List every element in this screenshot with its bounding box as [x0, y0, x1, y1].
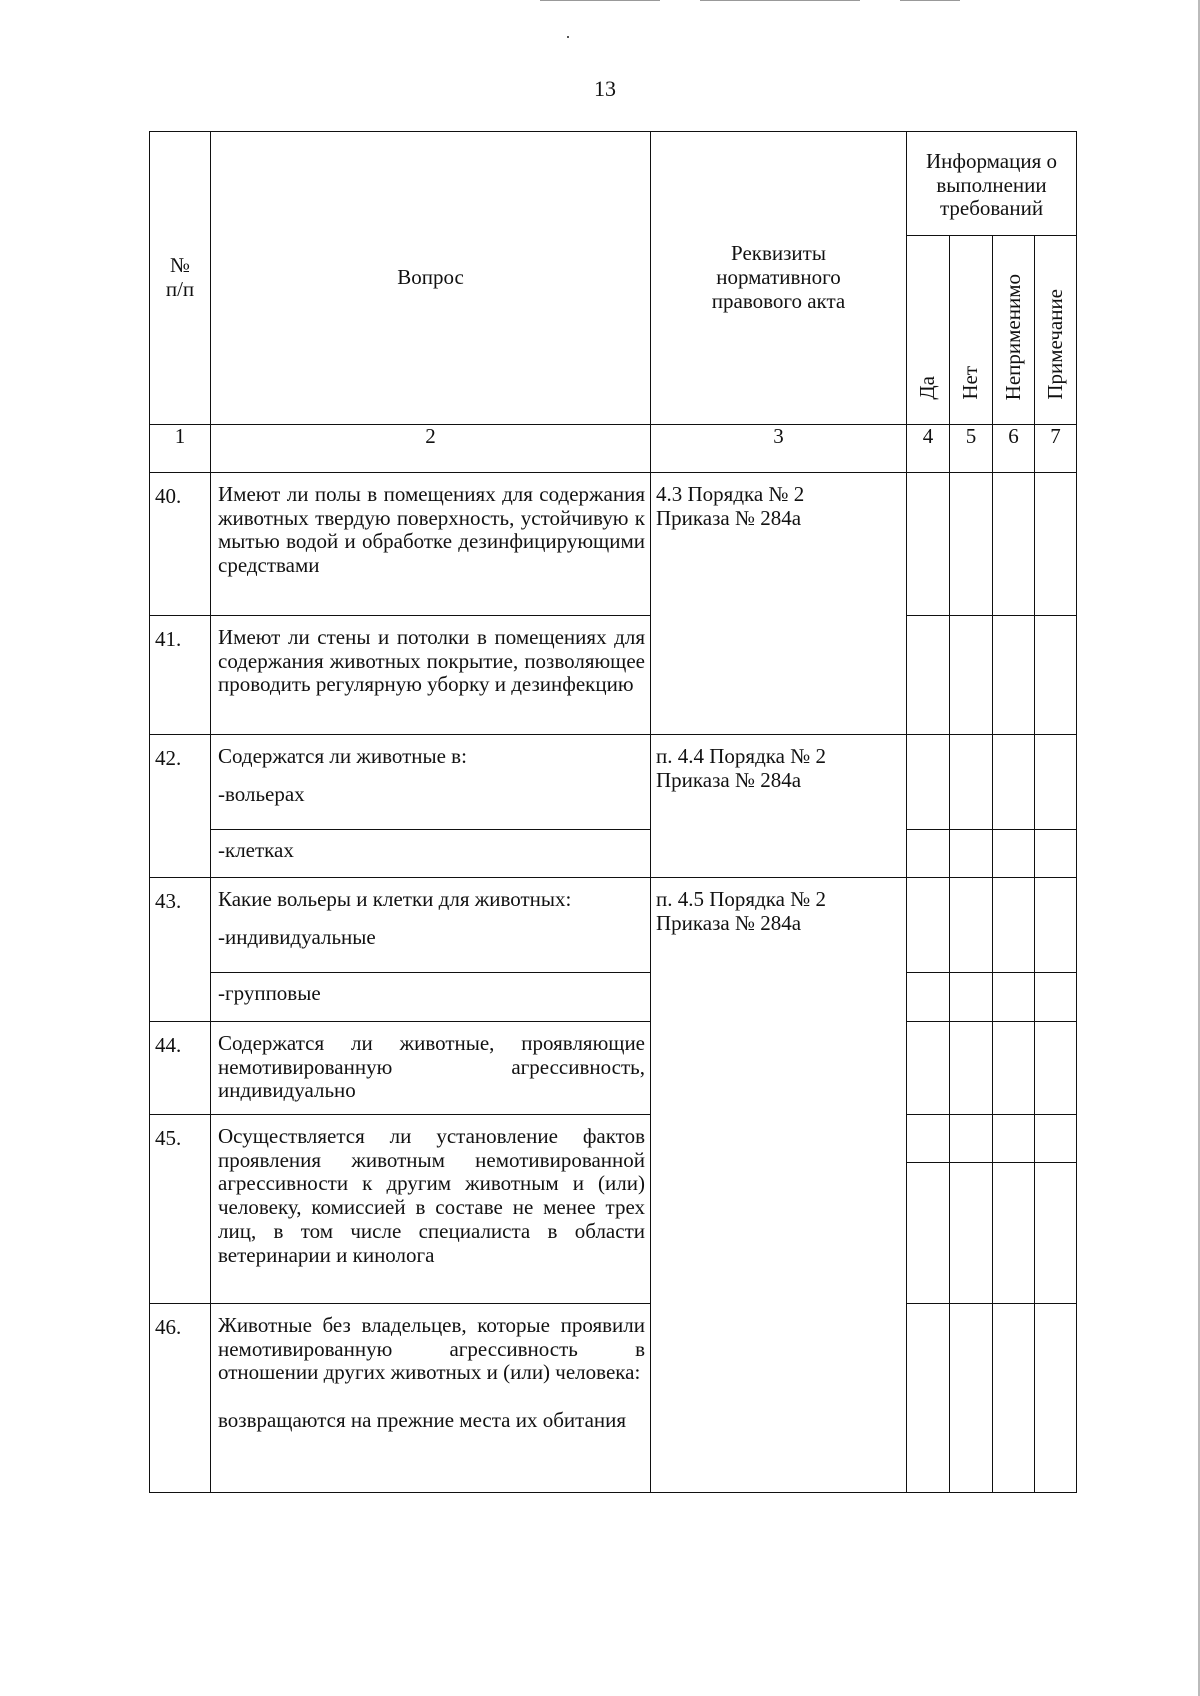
question-text: Имеют ли полы в помещениях для содержания животных твердую поверхность, устойчивую к мытью водой и обработке дезинфицирующими средствами [211, 473, 651, 616]
legal-act-text: 4.3 Порядка № 2 Приказа № 284а [656, 482, 805, 530]
answer-no-cell[interactable] [950, 1022, 993, 1115]
answer-na-cell[interactable] [993, 735, 1035, 830]
header-note [1035, 236, 1077, 425]
answer-yes-cell[interactable] [907, 973, 950, 1022]
answer-na-cell[interactable] [993, 1022, 1035, 1115]
answer-note-cell[interactable] [1035, 830, 1077, 878]
header-no-text: Нет [958, 366, 983, 400]
answer-no-cell[interactable] [950, 830, 993, 878]
answer-no-cell[interactable] [950, 1115, 993, 1163]
scan-artifact [540, 0, 660, 1]
table-row [150, 1304, 1077, 1493]
answer-yes-cell[interactable] [907, 878, 950, 973]
answer-note-cell[interactable] [1035, 735, 1077, 830]
question-text: Какие вольеры и клетки для животных: [218, 887, 572, 911]
table-row [150, 1115, 1077, 1163]
question-option: -индивидуальные [218, 924, 376, 949]
answer-no-cell[interactable] [950, 1163, 993, 1304]
page-number: 13 [594, 76, 616, 101]
answer-yes-cell[interactable] [907, 616, 950, 735]
row-number: 46. [150, 1304, 211, 1493]
header-na [993, 236, 1035, 425]
header-num [150, 132, 211, 425]
column-number-row [150, 425, 1077, 473]
answer-na-cell[interactable] [993, 1115, 1035, 1163]
table-row [150, 616, 1077, 735]
answer-yes-cell[interactable] [907, 735, 950, 830]
header-info-text: Информация о выполнении требований [925, 148, 1058, 221]
answer-yes-cell[interactable] [907, 1163, 950, 1304]
answer-yes-cell[interactable] [907, 1022, 950, 1115]
header-yes-text: Да [915, 376, 940, 400]
answer-note-cell[interactable] [1035, 1022, 1077, 1115]
answer-na-cell[interactable] [993, 1163, 1035, 1304]
answer-note-cell[interactable] [1035, 616, 1077, 735]
col-number: 6 [993, 425, 1035, 473]
scan-artifact [700, 0, 860, 1]
header-question [211, 132, 651, 425]
table-row [150, 830, 1077, 878]
col-number: 1 [150, 425, 211, 473]
answer-no-cell[interactable] [950, 735, 993, 830]
legal-act [651, 878, 907, 1493]
table-row [150, 878, 1077, 973]
legal-act [651, 473, 907, 735]
header-question-text: Вопрос [397, 265, 464, 290]
row-number: 42. [150, 735, 211, 878]
answer-note-cell[interactable] [1035, 878, 1077, 973]
table-row [150, 973, 1077, 1022]
answer-no-cell[interactable] [950, 973, 993, 1022]
table-row [150, 473, 1077, 616]
answer-no-cell[interactable] [950, 616, 993, 735]
header-info [907, 132, 1077, 236]
answer-no-cell[interactable] [950, 878, 993, 973]
col-number: 7 [1035, 425, 1077, 473]
question-text: Содержатся ли животные в: [218, 744, 467, 768]
header-na-text: Неприменимо [1000, 273, 1025, 400]
answer-no-cell[interactable] [950, 1304, 993, 1493]
answer-na-cell[interactable] [993, 1304, 1035, 1493]
checklist-table [149, 131, 1077, 1493]
row-number: 40. [150, 473, 211, 616]
answer-na-cell[interactable] [993, 973, 1035, 1022]
row-number: 43. [150, 878, 211, 1022]
table-row [150, 735, 1077, 830]
answer-yes-cell[interactable] [907, 830, 950, 878]
question-cell [211, 1304, 651, 1493]
answer-yes-cell[interactable] [907, 1304, 950, 1493]
question-option: -вольерах [218, 781, 305, 806]
question-option: -групповые [211, 973, 651, 1022]
header-act-text: Реквизиты нормативного правового акта [711, 241, 846, 313]
col-number: 5 [950, 425, 993, 473]
col-number: 3 [651, 425, 907, 473]
header-no [950, 236, 993, 425]
answer-note-cell[interactable] [1035, 473, 1077, 616]
legal-act [651, 735, 907, 878]
answer-na-cell[interactable] [993, 878, 1035, 973]
answer-na-cell[interactable] [993, 830, 1035, 878]
header-yes [907, 236, 950, 425]
question-text: Осуществляется ли установление фактов проявления животным немотивированной агрессивности к другим животным и (или) человеку, комиссией в составе не менее трех лиц, в том числе специалиста в области ветеринарии и кинолога [211, 1115, 651, 1304]
header-note-text: Примечание [1042, 289, 1067, 400]
row-number: 45. [150, 1115, 211, 1304]
question-text: Содержатся ли животные, проявляющие немотивированную агрессивность, индивидуально [211, 1022, 651, 1115]
question-text: Имеют ли стены и потолки в помещениях для содержания животных покрытие, позволяющее проводить регулярную уборку и дезинфекцию [211, 616, 651, 735]
table-row [150, 1022, 1077, 1115]
row-number: 41. [150, 616, 211, 735]
answer-na-cell[interactable] [993, 616, 1035, 735]
legal-act-text: п. 4.5 Порядка № 2 Приказа № 284а [656, 887, 826, 935]
question-cell [211, 735, 651, 830]
scan-speck [567, 36, 569, 38]
answer-no-cell[interactable] [950, 473, 993, 616]
answer-note-cell[interactable] [1035, 1163, 1077, 1304]
answer-yes-cell[interactable] [907, 1115, 950, 1163]
question-text: Животные без владельцев, которые проявили немотивированную агрессивность в отношении других животных и (или) человека: [218, 1313, 645, 1385]
row-number: 44. [150, 1022, 211, 1115]
scan-artifact [900, 0, 960, 1]
answer-note-cell[interactable] [1035, 1115, 1077, 1163]
header-act [651, 132, 907, 425]
legal-act-text: п. 4.4 Порядка № 2 Приказа № 284а [656, 744, 826, 792]
col-number: 4 [907, 425, 950, 473]
answer-na-cell[interactable] [993, 473, 1035, 616]
question-option: возвращаются на прежние места их обитания [218, 1408, 627, 1433]
header-num-text: № п/п [165, 253, 195, 301]
question-option: -клетках [211, 830, 651, 878]
answer-note-cell[interactable] [1035, 973, 1077, 1022]
col-number: 2 [211, 425, 651, 473]
question-cell [211, 878, 651, 973]
answer-note-cell[interactable] [1035, 1304, 1077, 1493]
answer-yes-cell[interactable] [907, 473, 950, 616]
